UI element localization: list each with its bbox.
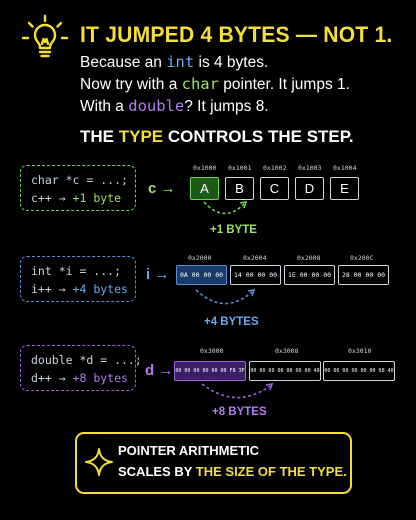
- address-label: 0x3008: [275, 347, 299, 355]
- char-keyword: char: [181, 75, 219, 93]
- code: d++ →: [31, 371, 73, 385]
- headline: IT JUMPED 4 BYTES — NOT 1.: [80, 22, 393, 47]
- double-step-label: +8 BYTES: [212, 406, 267, 418]
- char-declaration: char *c = ...;: [31, 173, 128, 187]
- memory-cell: 1E 00 00 00: [284, 265, 335, 285]
- sparkle-icon: [84, 447, 114, 477]
- text: CONTROLS THE STEP.: [163, 127, 354, 146]
- address-label: 0x1002: [263, 164, 287, 172]
- text: Now try with a: [80, 76, 182, 93]
- text: ? It jumps 8.: [184, 98, 269, 115]
- address-label: 0x3000: [200, 347, 224, 355]
- text: Because an: [80, 54, 167, 71]
- type-rule: [80, 127, 354, 147]
- address-label: 0x200C: [350, 254, 374, 262]
- char-pointer-label: c →: [148, 180, 176, 197]
- memory-cell: 00 00 00 00 00 00 00 40: [249, 361, 321, 381]
- summary-line-1: POINTER ARITHMETIC: [118, 443, 260, 458]
- double-increment: [31, 371, 128, 385]
- int-step-label: +4 BYTES: [204, 316, 259, 328]
- address-label: 0x2000: [188, 254, 212, 262]
- memory-cell: C: [260, 177, 289, 200]
- memory-cell: 28 00 00 00: [338, 265, 389, 285]
- step-size: +4 bytes: [72, 282, 128, 296]
- text: is 4 bytes.: [194, 54, 269, 71]
- double-step-arrow: [196, 382, 280, 406]
- code: i++ →: [31, 282, 73, 296]
- step-size: +8 bytes: [72, 371, 128, 385]
- text: THE: [80, 127, 119, 146]
- double-keyword: double: [128, 97, 185, 115]
- char-code-box: [20, 165, 136, 211]
- address-label: 0x1004: [333, 164, 357, 172]
- double-declaration: double *d = ...;: [31, 353, 142, 367]
- intro-line-2: [80, 75, 350, 94]
- char-step-arrow: [196, 200, 256, 222]
- int-pointer-label: i →: [146, 266, 170, 283]
- summary-line-2: [118, 464, 347, 479]
- char-increment: [31, 191, 121, 205]
- memory-cell: 14 00 00 00: [230, 265, 281, 285]
- memory-cell-current: 00 00 00 00 00 00 F8 3F: [174, 361, 246, 381]
- address-label: 0x1003: [298, 164, 322, 172]
- text: SCALES BY: [118, 464, 196, 479]
- memory-cell: B: [225, 177, 254, 200]
- type-word: TYPE: [118, 127, 164, 146]
- int-increment: [31, 282, 128, 296]
- address-label: 0x1001: [228, 164, 252, 172]
- text: With a: [80, 98, 129, 115]
- int-keyword: int: [166, 53, 195, 71]
- memory-cell-current: A: [190, 177, 219, 200]
- summary-callout: [75, 432, 352, 494]
- int-step-arrow: [190, 288, 264, 312]
- lightbulb-icon: [18, 12, 72, 66]
- char-step-label: +1 BYTE: [210, 224, 257, 236]
- address-label: 0x1000: [193, 164, 217, 172]
- memory-cell: E: [330, 177, 359, 200]
- double-code-box: [20, 345, 142, 391]
- memory-cell: 00 00 00 00 00 00 08 40: [323, 361, 395, 381]
- highlight: THE SIZE OF THE TYPE.: [195, 464, 347, 479]
- memory-cell-current: 0A 00 00 00: [176, 265, 227, 285]
- address-label: 0x2004: [243, 254, 267, 262]
- int-declaration: int *i = ...;: [31, 264, 122, 278]
- intro-line-3: [80, 97, 269, 116]
- code: c++ →: [31, 191, 73, 205]
- text: pointer. It jumps 1.: [218, 76, 350, 93]
- intro-line-1: [80, 53, 268, 72]
- memory-cell: D: [295, 177, 324, 200]
- step-size: +1 byte: [72, 191, 122, 205]
- int-code-box: [20, 256, 136, 302]
- double-pointer-label: d →: [145, 362, 174, 379]
- address-label: 0x3010: [348, 347, 372, 355]
- address-label: 0x2008: [297, 254, 321, 262]
